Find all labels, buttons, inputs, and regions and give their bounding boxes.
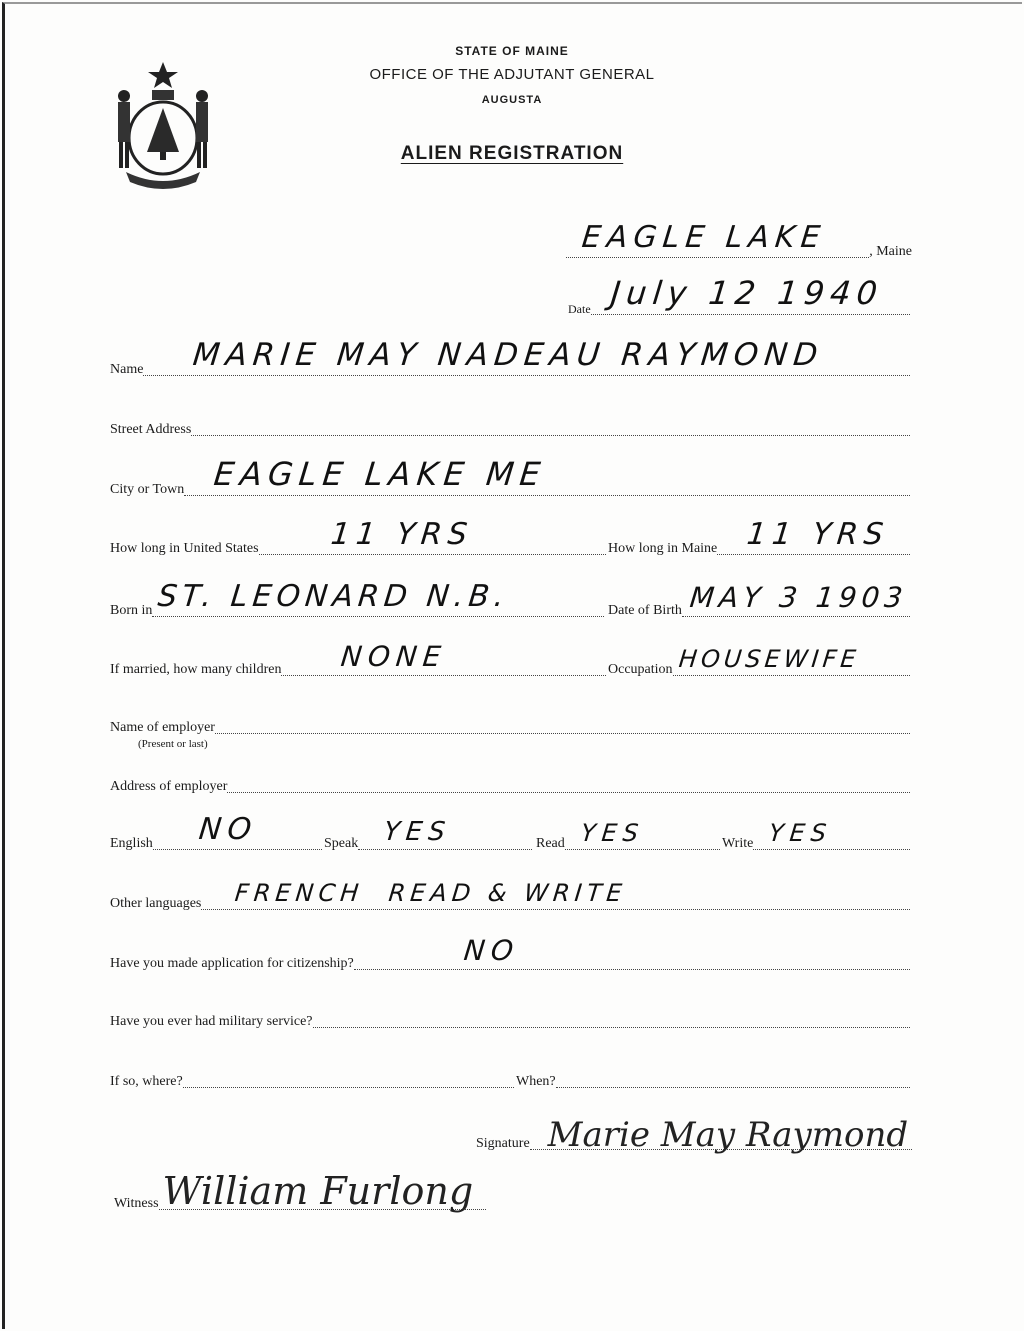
speak-field (324, 817, 532, 854)
us-duration-label: How long in United States (110, 541, 259, 556)
read-value: YES (579, 819, 646, 847)
street-line (191, 433, 910, 436)
children-field (110, 640, 606, 680)
speak-value: YES (382, 817, 453, 847)
witness-line (159, 1169, 486, 1213)
maine-duration-field (608, 517, 910, 559)
occupation-field (608, 645, 910, 680)
dob-line (682, 581, 910, 617)
occupation-label: Occupation (608, 662, 673, 677)
signature-line (530, 1115, 912, 1155)
date-value: July 12 1940 (608, 274, 885, 312)
employer-line (215, 731, 910, 734)
employer-address-line (227, 790, 910, 793)
read-field (536, 819, 720, 854)
name-value: MARIE MAY NADEAU RAYMOND (191, 337, 826, 373)
military-line (313, 1025, 910, 1028)
name-field (110, 337, 910, 380)
city-value: EAGLE LAKE ME (212, 455, 549, 493)
town-line (566, 220, 869, 258)
maine-duration-label: How long in Maine (608, 541, 718, 556)
employer-address-field (110, 779, 910, 797)
english-label: English (110, 836, 153, 851)
town-field (566, 220, 912, 262)
us-duration-value: 11 YRS (328, 517, 475, 552)
signature-value: Marie May Raymond (547, 1115, 909, 1155)
write-value: YES (767, 819, 834, 847)
city-label: City or Town (110, 482, 185, 497)
maine-duration-line (717, 517, 910, 555)
other-languages-value: FRENCH READ & WRITE (233, 879, 629, 907)
dob-value: MAY 3 1903 (688, 581, 909, 614)
witness-value: William Furlong (162, 1169, 474, 1213)
english-value: NO (196, 812, 259, 847)
city-heading: AUGUSTA (481, 94, 543, 106)
citizenship-line (354, 934, 910, 970)
name-label: Name (110, 362, 144, 377)
other-languages-field (110, 879, 910, 914)
city-line (184, 455, 910, 496)
when-field (516, 1074, 910, 1092)
office-heading: OFFICE OF THE ADJUTANT GENERAL (369, 66, 655, 83)
where-label: If so, where? (110, 1074, 183, 1089)
birthplace-field (110, 579, 604, 621)
us-duration-field (110, 517, 606, 559)
dob-label: Date of Birth (608, 603, 682, 618)
state-heading: STATE OF MAINE (455, 44, 569, 58)
date-label: Date (568, 302, 591, 316)
maine-label: , Maine (869, 244, 912, 259)
where-field (110, 1074, 514, 1092)
where-line (183, 1085, 514, 1088)
employer-address-label: Address of employer (110, 779, 228, 794)
employer-label: Name of employer (110, 720, 215, 735)
date-field (568, 274, 910, 319)
speak-line (358, 817, 532, 850)
name-line (143, 337, 910, 376)
birthplace-value: ST. LEONARD N.B. (156, 579, 511, 614)
english-field (110, 812, 322, 854)
read-label: Read (536, 836, 565, 851)
form-title: ALIEN REGISTRATION (400, 143, 624, 164)
witness-label: Witness (114, 1196, 159, 1211)
write-line (753, 819, 910, 850)
birthplace-label: Born in (110, 603, 153, 618)
city-field (110, 455, 910, 500)
us-duration-line (259, 517, 606, 555)
when-label: When? (516, 1074, 556, 1089)
military-label: Have you ever had military service? (110, 1014, 313, 1029)
other-languages-line (201, 879, 910, 910)
employer-field (110, 720, 910, 738)
date-line (591, 274, 910, 315)
when-line (556, 1085, 910, 1088)
town-value: EAGLE LAKE (580, 220, 828, 255)
occupation-line (673, 645, 910, 676)
write-label: Write (722, 836, 754, 851)
employer-sublabel: (Present or last) (138, 738, 208, 750)
write-field (722, 819, 910, 854)
children-label: If married, how many children (110, 662, 282, 677)
signature-label: Signature (476, 1136, 530, 1151)
citizenship-field (110, 934, 910, 974)
other-languages-label: Other languages (110, 896, 202, 911)
military-field (110, 1014, 910, 1032)
speak-label: Speak (324, 836, 359, 851)
witness-field (114, 1169, 486, 1214)
signature-field (476, 1115, 912, 1155)
children-value: NONE (339, 640, 449, 673)
children-line (281, 640, 606, 676)
occupation-value: HOUSEWIFE (677, 645, 861, 673)
english-line (153, 812, 322, 850)
dob-field (608, 581, 910, 621)
street-label: Street Address (110, 422, 192, 437)
birthplace-line (152, 579, 604, 617)
street-field (110, 422, 910, 440)
citizenship-label: Have you made application for citizenship? (110, 956, 354, 971)
read-line (565, 819, 720, 850)
maine-duration-value: 11 YRS (745, 517, 892, 552)
citizenship-value: NO (462, 934, 521, 967)
